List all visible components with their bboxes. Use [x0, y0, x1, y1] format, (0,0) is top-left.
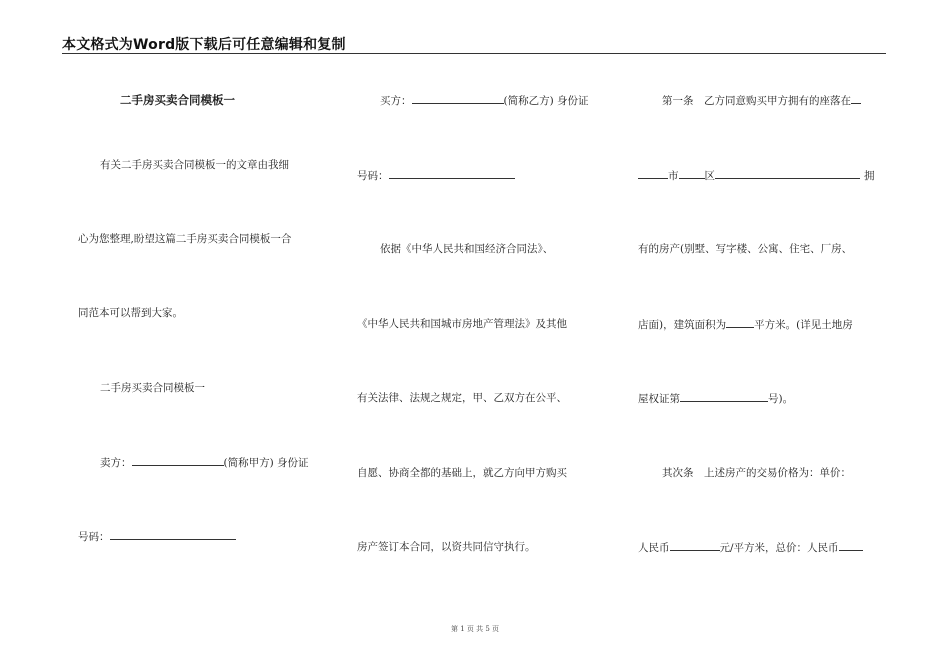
basis-line-2: 《中华人民共和国城市房地产管理法》及其他	[357, 318, 567, 330]
area-blank	[726, 317, 754, 328]
unit-price-label: 人民币	[638, 542, 670, 554]
article-1-line-4	[638, 317, 853, 332]
article-1-line-5	[638, 391, 793, 406]
intro-line-1: 有关二手房买卖合同模板一的文章由我细	[100, 159, 289, 171]
seller-line	[100, 455, 309, 470]
basis-line-3: 有关法律、法规之规定，甲、乙双方在公平、	[357, 392, 567, 404]
district-label: 区	[704, 170, 715, 182]
article-2-line-2	[638, 540, 863, 555]
buyer-id-label: 号码：	[357, 170, 389, 182]
seller-label: 卖方：	[100, 457, 132, 469]
article-1-line-1	[662, 93, 861, 108]
page-number: 第 1 页 共 5 页	[450, 625, 500, 633]
seller-id-label: 号码：	[78, 531, 110, 543]
article-1-line-2	[638, 168, 875, 183]
location-blank	[851, 93, 861, 104]
basis-line-1: 依据《中华人民共和国经济合同法》、	[380, 243, 554, 255]
seller-id-blank	[110, 529, 236, 540]
intro-line-3: 同范本可以帮到大家。	[78, 307, 183, 319]
column-1	[78, 0, 340, 672]
certificate-blank	[680, 391, 768, 402]
buyer-line	[380, 93, 589, 108]
certificate-label: 屋权证第	[638, 393, 680, 405]
district-blank	[679, 168, 705, 179]
seller-id-line	[78, 529, 236, 544]
area-label: 店面)，建筑面积为	[638, 319, 727, 331]
buyer-label: 买方：	[380, 95, 412, 107]
seller-abbrev: (简称甲方) 身份证	[223, 457, 309, 469]
article-1-text: 第一条 乙方同意购买甲方拥有的座落在	[662, 95, 851, 107]
unit-price-blank	[670, 540, 720, 551]
column-2	[357, 0, 619, 672]
download-notice: 本文格式为Word版下载后可任意编辑和复制	[62, 37, 346, 53]
total-price-label: 元/平方米，总价：人民币	[719, 542, 839, 554]
basis-line-4: 自愿、协商全都的基础上，就乙方向甲方购买	[357, 467, 567, 479]
basis-line-5: 房产签订本合同，以资共同信守执行。	[357, 541, 536, 553]
buyer-abbrev: (简称乙方) 身份证	[503, 95, 589, 107]
article-1-line-3: 有的房产(别墅、写字楼、公寓、住宅、厂房、	[638, 243, 853, 255]
seller-name-blank	[132, 455, 224, 466]
own-label: 拥	[864, 170, 875, 182]
city-label: 市	[668, 170, 679, 182]
column-3	[638, 0, 888, 672]
city-blank	[638, 168, 668, 179]
area-unit: 平方米。(详见土地房	[754, 319, 853, 331]
intro-line-2: 心为您整理,盼望这篇二手房买卖合同模板一合	[78, 233, 292, 245]
buyer-name-blank	[412, 93, 504, 104]
total-price-blank	[839, 540, 863, 551]
article-2-line-1: 其次条 上述房产的交易价格为：单价：	[662, 467, 851, 479]
buyer-id-blank	[389, 168, 515, 179]
certificate-suffix: 号)。	[768, 393, 794, 405]
address-blank	[715, 168, 860, 179]
buyer-id-line	[357, 168, 515, 183]
document-title: 二手房买卖合同模板一	[120, 93, 235, 107]
contract-subtitle: 二手房买卖合同模板一	[100, 382, 205, 394]
